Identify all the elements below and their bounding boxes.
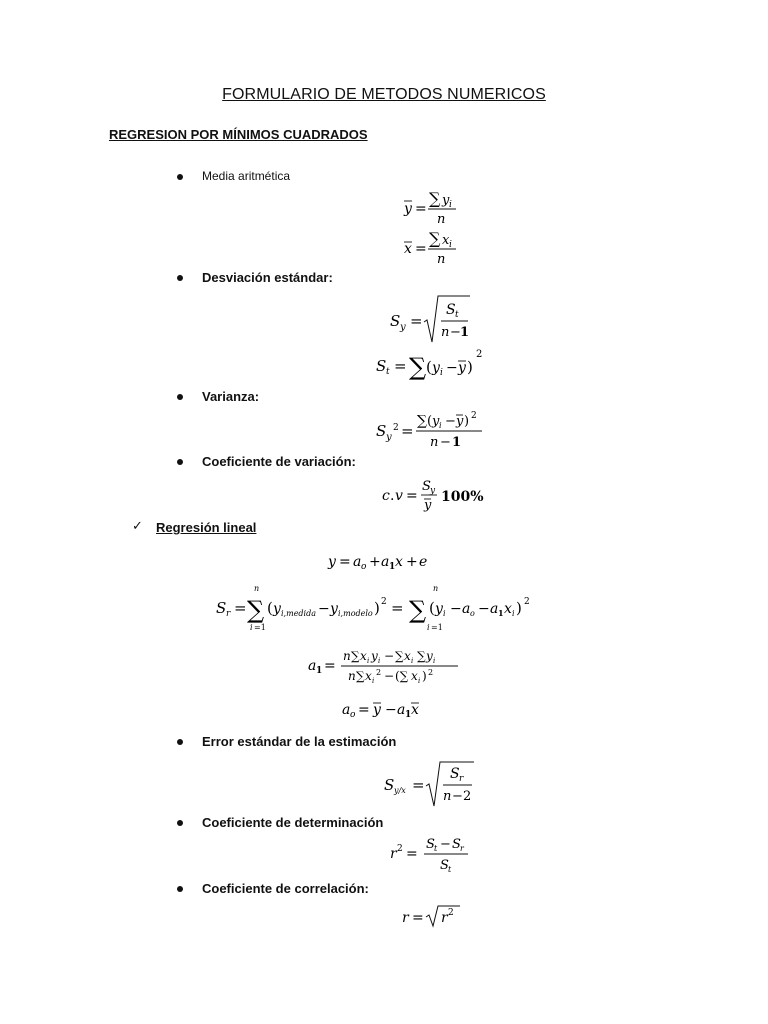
formula-linear-model — [326, 548, 446, 574]
svg-text:2: 2 — [381, 597, 387, 607]
svg-text:−: − — [450, 325, 461, 340]
svg-text:i: i — [372, 677, 375, 685]
svg-text:−: − — [385, 702, 397, 718]
svg-text:y: y — [430, 486, 436, 496]
svg-text:): ) — [516, 599, 522, 617]
bullet-label: Coeficiente de variación: — [202, 454, 356, 469]
svg-text:y: y — [456, 414, 464, 429]
svg-text:−: − — [440, 435, 451, 450]
svg-text:t: t — [386, 367, 390, 377]
svg-text:r: r — [460, 844, 464, 853]
svg-text:x: x — [365, 669, 372, 683]
svg-text:2: 2 — [524, 597, 530, 607]
svg-text:t: t — [434, 844, 438, 853]
formula-coef-var — [380, 474, 490, 516]
bullet-label: Coeficiente de correlación: — [202, 881, 369, 896]
bullet-dot — [177, 459, 183, 465]
bullet-dot — [177, 820, 183, 826]
svg-text:n: n — [437, 212, 446, 227]
svg-text:i,modelo: i,modelo — [338, 609, 373, 618]
svg-text:i: i — [427, 623, 430, 632]
svg-text:x: x — [411, 702, 419, 718]
svg-text:S: S — [376, 422, 387, 440]
svg-text:(: ( — [426, 358, 432, 376]
svg-text:2: 2 — [471, 411, 477, 421]
svg-text:i: i — [367, 657, 370, 665]
svg-text:n: n — [430, 435, 439, 450]
bullet-dot — [177, 739, 183, 745]
svg-text:−: − — [445, 414, 456, 429]
svg-text:=: = — [358, 702, 370, 718]
svg-text:1: 1 — [405, 710, 412, 720]
svg-text:S: S — [446, 302, 456, 318]
svg-text:n: n — [443, 789, 452, 804]
svg-text:i: i — [378, 657, 381, 665]
svg-text:2: 2 — [463, 789, 472, 804]
svg-text:2: 2 — [376, 668, 382, 677]
svg-text:−: − — [446, 360, 458, 376]
svg-text:=: = — [406, 846, 418, 862]
svg-text:−: − — [450, 601, 462, 617]
svg-text:1: 1 — [452, 435, 462, 450]
svg-text:n: n — [433, 584, 439, 593]
svg-text:−: − — [452, 789, 463, 804]
svg-text:y: y — [432, 414, 440, 429]
svg-text:=: = — [412, 910, 424, 926]
bullet-label: Varianza: — [202, 389, 260, 404]
formula-mean-x — [400, 228, 470, 268]
svg-text:∑: ∑ — [417, 413, 427, 429]
svg-text:2: 2 — [448, 908, 454, 918]
svg-text:n: n — [348, 669, 356, 683]
svg-text:y: y — [432, 360, 440, 376]
formula-mean-y — [400, 188, 470, 228]
svg-text:100%: 100% — [441, 489, 484, 505]
bullet-dot — [177, 394, 183, 400]
svg-text:=: = — [339, 554, 351, 570]
svg-text:i: i — [449, 240, 452, 250]
svg-text:.: . — [390, 488, 395, 504]
svg-text:r: r — [459, 774, 464, 784]
svg-text:=: = — [406, 488, 418, 504]
svg-text:i: i — [512, 609, 515, 618]
svg-text:y: y — [458, 360, 466, 376]
svg-text:∑: ∑ — [247, 596, 265, 624]
svg-text:2: 2 — [428, 668, 434, 677]
svg-text:(∑: (∑ — [395, 669, 409, 683]
svg-text:x: x — [411, 669, 418, 683]
svg-text:=: = — [234, 599, 247, 617]
svg-text:o: o — [470, 609, 475, 618]
svg-text:2: 2 — [393, 423, 399, 433]
svg-text:y/x: y/x — [394, 786, 406, 795]
svg-text:a: a — [490, 601, 499, 617]
svg-text:a: a — [397, 702, 406, 718]
svg-text:i: i — [411, 657, 414, 665]
svg-text:v: v — [395, 488, 403, 504]
svg-text:t: t — [448, 865, 452, 874]
svg-text:∑: ∑ — [417, 649, 426, 663]
svg-text:i: i — [440, 368, 443, 378]
svg-text:2: 2 — [476, 349, 483, 360]
svg-text:r: r — [226, 609, 231, 619]
svg-text:=1: =1 — [431, 623, 443, 632]
svg-text:S: S — [426, 837, 435, 852]
svg-text:n: n — [437, 252, 446, 267]
bullet-dot — [177, 275, 183, 281]
svg-text:S: S — [376, 357, 387, 375]
bullet-label: Desviación estándar: — [202, 270, 333, 285]
formula-a0 — [340, 696, 430, 722]
bullet-label: Error estándar de la estimación — [202, 734, 397, 749]
svg-text:e: e — [419, 554, 428, 570]
page-title: FORMULARIO DE METODOS NUMERICOS — [222, 86, 546, 103]
formula-sr — [214, 580, 559, 636]
svg-text:o: o — [350, 710, 356, 720]
svg-text:1: 1 — [316, 666, 323, 676]
formula-variance — [374, 408, 489, 452]
svg-text:i,medida: i,medida — [281, 609, 316, 618]
checkmark-icon: ✓ — [132, 519, 143, 534]
svg-text:y: y — [373, 702, 381, 718]
svg-text:−: − — [384, 669, 395, 683]
svg-text:=1: =1 — [254, 623, 266, 632]
svg-text:∑: ∑ — [429, 189, 441, 208]
svg-text:−: − — [384, 649, 395, 663]
svg-text:x: x — [442, 233, 450, 248]
svg-text:(: ( — [427, 414, 433, 429]
svg-text:a: a — [342, 702, 351, 718]
svg-text:i: i — [449, 200, 452, 210]
svg-text:x: x — [395, 554, 403, 570]
svg-text:+: + — [406, 554, 418, 570]
bullet-dot — [177, 174, 183, 180]
svg-text:n: n — [254, 584, 260, 593]
svg-text:i: i — [250, 623, 253, 632]
formula-correlation — [400, 900, 470, 930]
svg-text:(: ( — [267, 599, 273, 617]
svg-text:S: S — [216, 599, 227, 617]
svg-text:i: i — [439, 421, 442, 430]
svg-text:a: a — [381, 554, 390, 570]
svg-text:y: y — [386, 432, 392, 443]
svg-text:y: y — [371, 649, 378, 663]
svg-text:∑: ∑ — [395, 649, 404, 663]
svg-text:∑: ∑ — [409, 353, 427, 381]
svg-text:(: ( — [429, 599, 435, 617]
svg-text:): ) — [467, 358, 473, 376]
svg-text:): ) — [422, 669, 427, 683]
svg-text:y: y — [426, 649, 433, 663]
bullet-label: Media aritmética — [202, 169, 291, 183]
svg-text:y: y — [273, 601, 281, 617]
svg-text:i: i — [443, 609, 446, 618]
svg-text:): ) — [374, 599, 380, 617]
svg-text:n: n — [441, 325, 450, 340]
svg-text:1: 1 — [498, 608, 504, 618]
svg-text:y: y — [400, 322, 406, 333]
svg-text:=: = — [394, 357, 407, 375]
svg-text:r: r — [441, 910, 448, 926]
svg-text:i: i — [433, 657, 436, 665]
svg-text:a: a — [308, 658, 317, 674]
svg-text:S: S — [452, 837, 461, 852]
svg-text:=: = — [401, 422, 414, 440]
svg-text:x: x — [404, 649, 411, 663]
svg-text:y: y — [328, 554, 336, 570]
svg-text:y: y — [435, 601, 443, 617]
svg-text:y: y — [442, 193, 450, 208]
svg-text:1: 1 — [460, 325, 470, 340]
svg-text:2: 2 — [397, 844, 403, 854]
svg-text:x: x — [360, 649, 367, 663]
svg-text:S: S — [440, 858, 449, 873]
svg-text:a: a — [462, 601, 471, 617]
svg-text:=: = — [415, 201, 427, 217]
svg-text:x: x — [504, 601, 512, 617]
svg-text:S: S — [450, 766, 460, 782]
svg-text:a: a — [353, 554, 362, 570]
svg-text:c: c — [382, 488, 390, 504]
svg-text:x: x — [404, 241, 412, 257]
formula-std-error — [382, 758, 482, 810]
svg-text:=: = — [412, 776, 425, 794]
svg-text:n: n — [343, 649, 351, 663]
subsection-label: Regresión lineal — [156, 520, 257, 535]
bullet-label: Coeficiente de determinación — [202, 815, 384, 830]
svg-text:y: y — [330, 601, 338, 617]
svg-text:S: S — [384, 776, 395, 794]
svg-text:=: = — [410, 312, 423, 330]
svg-text:y: y — [424, 498, 432, 513]
svg-text:+: + — [369, 554, 381, 570]
section-heading: REGRESION POR MÍNIMOS CUADRADOS — [109, 127, 368, 142]
svg-text:−: − — [440, 837, 451, 852]
svg-text:∑: ∑ — [351, 649, 360, 663]
bullet-dot — [177, 886, 183, 892]
svg-text:1: 1 — [389, 562, 396, 572]
formula-st — [374, 345, 494, 383]
formula-a1 — [306, 644, 466, 688]
formula-determination — [388, 832, 478, 876]
svg-text:t: t — [455, 310, 459, 320]
svg-text:o: o — [361, 562, 367, 572]
svg-text:∑: ∑ — [429, 229, 441, 248]
svg-text:=: = — [391, 599, 404, 617]
svg-text:r: r — [402, 910, 409, 926]
svg-text:=: = — [324, 658, 336, 674]
svg-text:y: y — [404, 201, 412, 217]
svg-text:∑: ∑ — [409, 596, 427, 624]
svg-text:−: − — [318, 601, 330, 617]
svg-text:=: = — [415, 241, 427, 257]
svg-text:S: S — [422, 479, 431, 494]
svg-text:S: S — [390, 312, 401, 330]
svg-text:∑: ∑ — [356, 669, 365, 683]
svg-text:): ) — [464, 414, 470, 429]
formula-std-dev — [388, 292, 488, 346]
svg-text:−: − — [478, 601, 490, 617]
svg-text:i: i — [418, 677, 421, 685]
svg-text:r: r — [390, 846, 397, 862]
